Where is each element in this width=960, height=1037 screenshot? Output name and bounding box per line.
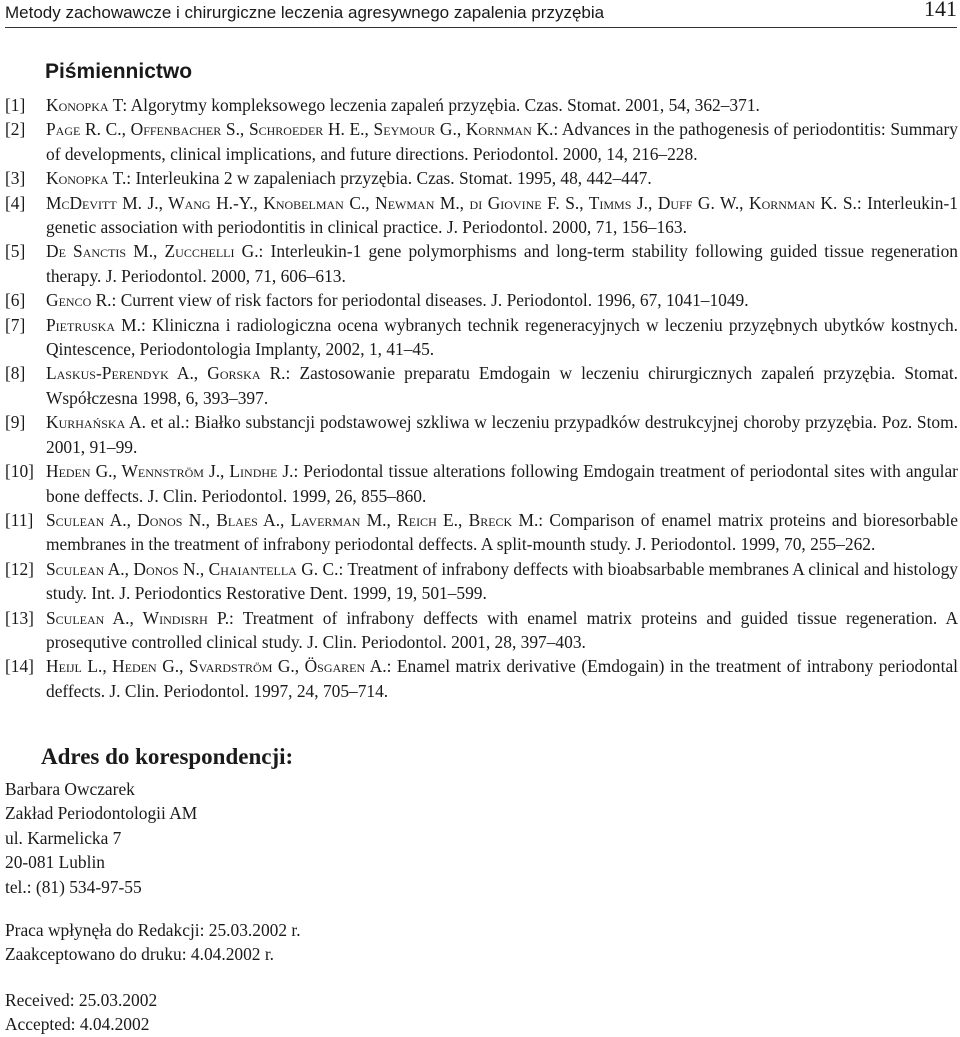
author-surname-part: onopka — [58, 168, 109, 189]
dates-polish — [5, 918, 301, 967]
bibliography-heading: Piśmiennictwo — [45, 60, 193, 83]
author-surname-part: askus — [56, 363, 96, 384]
reference-number: [14] — [5, 656, 34, 677]
reference-number: [1] — [5, 95, 26, 115]
reference-item — [5, 313, 958, 362]
reference-text-part: K — [46, 412, 59, 433]
reference-text-part: A. et al.: Białko substancji podstawowej szkliwa w leczeniu przypadków destrukcyjnej choroby przyzębia. Poz. Stom. 2001, 91–99. — [46, 412, 958, 457]
author-surname-part: ornman — [761, 192, 815, 213]
reference-text-part: K — [46, 168, 59, 189]
author-surname-part: iovine — [500, 192, 542, 213]
header-rule — [5, 27, 957, 28]
correspondence-address — [5, 777, 197, 899]
author-surname-part: ennström — [137, 461, 204, 482]
reference-item — [5, 93, 958, 117]
reference-text — [46, 313, 958, 362]
reference-text-part: M., R — [360, 509, 409, 530]
reference-text-part: S — [65, 241, 83, 262]
reference-item — [5, 654, 958, 703]
reference-text-part: M — [46, 192, 62, 213]
accepted-date-pl: Zaakceptowano do druku: 4.04.2002 r. — [5, 944, 275, 965]
author-surname-part: culean — [55, 607, 105, 628]
reference-text-part: -P — [95, 363, 112, 384]
reference-text-part: G. W., K — [692, 192, 762, 213]
reference-text-part: G.: Interleukin-1 gene polymorphisms and long-term stability following guided tissue regeneration therapy. J. Periodontol. 2000, 71, 606–613. — [46, 241, 958, 286]
author-surname-part: haiantella — [220, 558, 297, 579]
author-surname-part: onopka — [58, 95, 109, 115]
reference-text-part: H.-Y., K — [210, 192, 276, 213]
reference-text — [46, 117, 958, 166]
reference-text — [46, 93, 958, 117]
reference-number: [12] — [5, 558, 34, 579]
reference-text-part: G., W — [90, 461, 138, 482]
author-surname-part: eijl — [58, 656, 82, 677]
reference-number: [3] — [5, 168, 26, 189]
reference-text-part: G. C.: Treatment of infrabony deffects with bioabsarbable membranes A clinical and histology study. Int. J. Periodontics Restorative Dent. 1999, 19, 501–599. — [46, 558, 958, 604]
reference-text-part: J., D — [631, 192, 671, 213]
reference-text-part: G., S — [156, 656, 199, 677]
author-surname-part: ffenbacher — [143, 119, 222, 140]
reference-text-part: M., — [434, 192, 470, 213]
author-surname-part: reck — [480, 509, 513, 530]
author-surname-part: onos — [149, 509, 183, 530]
street: ul. Karmelicka 7 — [5, 827, 122, 848]
reference-text-part: A., L — [257, 509, 302, 530]
reference-text-part: R. C., O — [80, 119, 144, 140]
author-surname-part: ietruska — [55, 314, 116, 335]
reference-text — [46, 557, 958, 606]
reference-text-part: F. S., T — [541, 192, 600, 213]
received-date-en: Received: 25.03.2002 — [5, 990, 158, 1010]
reference-item — [5, 606, 958, 655]
reference-text-part: S — [46, 607, 56, 628]
author-surname-part: enco — [58, 290, 92, 311]
author-surname-part: ang — [184, 192, 211, 213]
page-number: 141 — [924, 0, 957, 21]
reference-number: [9] — [5, 412, 26, 433]
reference-item — [5, 459, 958, 508]
reference-text-part: K.: Advances in the pathogenesis of periodontitis: Summary of developments, clinical implications, and future directions. Periodontol. 2000, 14, 216–228. — [46, 119, 959, 164]
author-surname-part: nobelman — [275, 192, 344, 213]
author-surname-part: chroeder — [258, 119, 324, 140]
author-name: Barbara Owczarek — [5, 779, 135, 799]
author-surname-part: eymour — [383, 119, 436, 140]
reference-number: [10] — [5, 461, 34, 482]
author-surname-part: ewman — [387, 192, 435, 213]
author-surname-part: urhańska — [58, 412, 126, 433]
author-surname-part: eden — [58, 461, 91, 482]
reference-text-part: A., G — [168, 363, 220, 384]
reference-text-part: D — [69, 192, 83, 213]
reference-item — [5, 117, 958, 166]
reference-text-part: J., L — [203, 461, 241, 482]
reference-text-part: S., S — [221, 119, 259, 140]
reference-number: [7] — [5, 314, 26, 335]
reference-text — [46, 288, 958, 312]
author-surname-part: onos — [145, 558, 179, 579]
author-surname-part: e — [58, 241, 66, 262]
reference-text-part: A.: Enamel matrix derivative (Emdogain) in the treatment of intrabony periodontal deffects. J. Clin. Periodontol. 1997, 24, 705–714. — [46, 656, 959, 701]
reference-text-part: K — [46, 95, 59, 115]
reference-text — [46, 239, 958, 288]
reference-text-part: G — [482, 192, 501, 213]
reference-number: [8] — [5, 363, 26, 384]
author-surname-part: culean — [55, 558, 105, 579]
reference-text-part: P — [46, 119, 56, 140]
author-surname-part: culean — [55, 509, 105, 530]
reference-text-part: L — [46, 363, 57, 384]
reference-text — [46, 361, 958, 410]
reference-text-part: M. J., W — [116, 192, 185, 213]
reference-text-part: A., D — [104, 558, 146, 579]
reference-number: [5] — [5, 241, 26, 262]
reference-text-part: A., D — [104, 509, 150, 530]
reference-text-part: J.: Periodontal tissue alterations following Emdogain treatment of periodontal sites with angular bone deffects. J. Clin. Periodontol. 1999, 26, 855–860. — [46, 461, 958, 506]
reference-text-part: A., W — [104, 607, 160, 628]
author-surname-part: uff — [670, 192, 693, 213]
reference-text-part: H — [46, 461, 59, 482]
received-date-pl: Praca wpłynęła do Redakcji: 25.03.2002 r. — [5, 920, 301, 940]
reference-text-part: H. E., S — [323, 119, 384, 140]
reference-text-part: N., C — [178, 558, 221, 579]
correspondence-heading: Adres do korespondencji: — [41, 744, 294, 769]
reference-text-part: M.: Kliniczna i radiologiczna ocena wybranych technik regeneracyjnych w leczeniu przyzębnych ubytków kostnych. Qintescence, Periodontologia Implanty, 2002, 1, 41–45. — [46, 314, 958, 360]
reference-text-part: M., Z — [126, 241, 176, 262]
reference-number: [4] — [5, 192, 26, 213]
running-title: Metody zachowawcze i chirurgiczne leczenia agresywnego zapalenia przyzębia — [5, 3, 605, 22]
author-surname-part: averman — [301, 509, 361, 530]
author-surname-part: eich — [408, 509, 437, 530]
reference-text-part: M.: Comparison of enamel matrix proteins and bioresorbable membranes in the treatment of infrabony periodontal deffects. A split-mounth study. J. Periodontol. 1999, 70, 255–262. — [46, 509, 958, 555]
reference-text-part: C., N — [343, 192, 388, 213]
reference-item — [5, 361, 958, 410]
reference-text-part: P — [46, 314, 56, 335]
reference-number: [6] — [5, 290, 26, 311]
reference-text-part: H — [46, 656, 59, 677]
reference-number: [11] — [5, 509, 34, 530]
reference-number: [2] — [5, 119, 26, 140]
reference-text-part: S — [46, 509, 56, 530]
reference-text-part: N., B — [182, 509, 228, 530]
accepted-date-en: Accepted: 4.04.2002 — [5, 1014, 150, 1035]
author-surname-part: sgaren — [317, 656, 366, 677]
reference-text-part: S — [46, 558, 56, 579]
reference-text-part: L., H — [81, 656, 125, 677]
reference-text-part: R.: Current view of risk factors for periodontal diseases. J. Periodontol. 1996, 67, 1041–1049. — [91, 290, 749, 311]
author-surname-part: vardström — [198, 656, 273, 677]
author-surname-part: ornman — [478, 119, 532, 140]
reference-text-part: T.: Interleukina 2 w zapaleniach przyzębia. Czas. Stomat. 1995, 48, 442–447. — [108, 168, 652, 189]
institution: Zakład Periodontologii AM — [5, 803, 198, 824]
reference-text-part: K. S.: Interleukin-1 genetic association with periodontitis in clinical practice. J. Periodontol. 2000, 71, 156–163. — [46, 192, 958, 238]
reference-text-part: G., K — [435, 119, 479, 140]
reference-text — [46, 166, 958, 190]
reference-text-part: D — [46, 241, 59, 262]
reference-item — [5, 410, 958, 459]
author-surname-part: indhe — [240, 461, 278, 482]
reference-item — [5, 557, 958, 606]
reference-item — [5, 239, 958, 288]
reference-item — [5, 288, 958, 312]
author-surname-part: imms — [599, 192, 632, 213]
author-surname-part: di — [469, 192, 483, 213]
author-surname-part: age — [55, 119, 81, 140]
city: 20-081 Lublin — [5, 852, 105, 873]
author-surname-part: ucchelli — [175, 241, 235, 262]
author-surname-part: indisrh — [159, 607, 208, 628]
reference-text — [46, 410, 958, 459]
author-surname-part: eden — [124, 656, 157, 677]
reference-item — [5, 166, 958, 190]
reference-text — [46, 191, 958, 240]
reference-item — [5, 191, 958, 240]
reference-item — [5, 508, 958, 557]
reference-text-part: E., B — [436, 509, 481, 530]
reference-text-part: G., Ö — [272, 656, 318, 677]
author-surname-part: orska — [219, 363, 261, 384]
phone: tel.: (81) 534-97-55 — [5, 876, 142, 897]
reference-text — [46, 654, 958, 703]
reference-text-part: T: Algorytmy kompleksowego leczenia zapaleń przyzębia. Czas. Stomat. 2001, 54, 362–371. — [108, 95, 760, 115]
author-surname-part: laes — [227, 509, 258, 530]
reference-text — [46, 606, 958, 655]
running-header — [5, 0, 957, 30]
reference-text — [46, 508, 958, 557]
reference-list — [5, 93, 958, 703]
reference-text-part: G — [46, 290, 59, 311]
reference-text-part: R.: Zastosowanie preparatu Emdogain w leczeniu chirurgicznych zapaleń przyzębia. Stomat. Współczesna 1998, 6, 393–397. — [46, 363, 958, 408]
dates-english — [5, 988, 157, 1037]
author-surname-part: evitt — [82, 192, 117, 213]
author-surname-part: anctis — [82, 241, 127, 262]
reference-text — [46, 459, 958, 508]
reference-number: [13] — [5, 607, 34, 628]
author-surname-part: erendyk — [111, 363, 169, 384]
reference-text-part: P.: Treatment of infrabony deffects with enamel matrix proteins and guided tissue regeneration. A prosequtive controlled clinical study. J. Clin. Periodontol. 2001, 28, 397–403. — [46, 607, 959, 652]
author-surname-part: c — [61, 192, 70, 213]
